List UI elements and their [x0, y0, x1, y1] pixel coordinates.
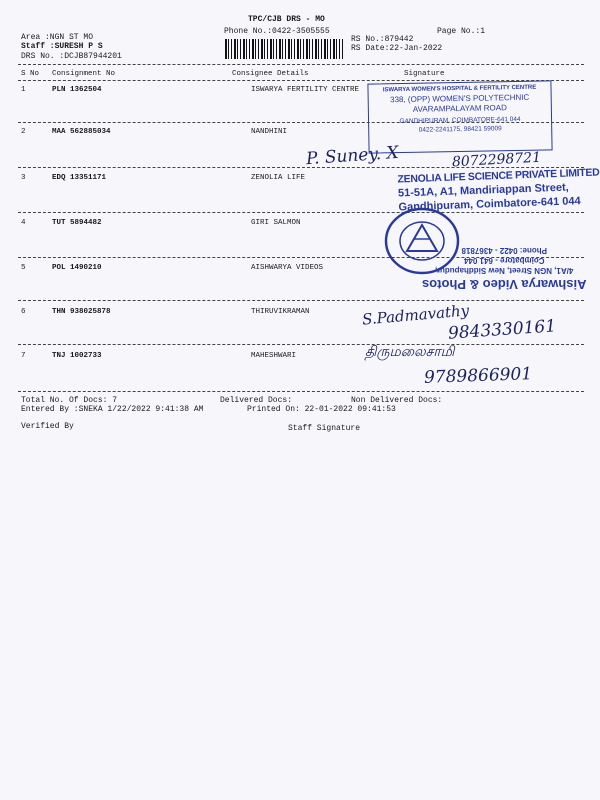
stamp-line: Aishwarya Video & Photos	[422, 277, 587, 292]
verified-by: Verified By	[21, 422, 74, 431]
report-title: TPC/CJB DRS - MO	[248, 15, 325, 24]
row-consignment: MAA 562885034	[52, 128, 111, 136]
stamp-line: 4/A1, NGN Street, New Siddhapudur,	[435, 266, 574, 275]
phone-number: Phone No.:0422-3505555	[224, 27, 330, 36]
row-consignee: NANDHINI	[251, 128, 288, 136]
rs-number: RS No.:879442	[351, 35, 414, 44]
row-sno: 6	[21, 308, 26, 316]
handwritten-signature: P. Suney. X	[305, 142, 400, 170]
col-signature: Signature	[404, 70, 445, 78]
col-consignment: Consignment No	[52, 70, 116, 78]
staff-signature: Staff Signature	[288, 424, 361, 433]
row-sno: 5	[21, 264, 26, 272]
stamp-line: 51-51A, A1, Mandiriappan Street,	[397, 181, 569, 200]
stamp-line: Phone: 0422 - 4367818	[461, 246, 547, 255]
row-consignment: EDQ 13351171	[52, 174, 107, 182]
rs-date: RS Date:22-Jan-2022	[351, 44, 443, 53]
handwritten-signature: S.Padmavathy	[361, 301, 470, 329]
row-sno: 4	[21, 219, 26, 227]
row-consignee: MAHESHWARI	[251, 352, 297, 360]
non-delivered-docs: Non Delivered Docs:	[351, 396, 443, 405]
stamp-line: AVARAMPALAYAM ROAD	[412, 103, 507, 114]
delivered-docs: Delivered Docs:	[220, 396, 293, 405]
handwritten-phone: 9843330161	[447, 316, 557, 344]
row-sno: 3	[21, 174, 26, 182]
stamp-line: 338, (OPP) WOMEN'S POLYTECHNIC	[390, 92, 530, 105]
total-docs: Total No. Of Docs: 7	[21, 396, 118, 405]
row-consignee: AISHWARYA VIDEOS	[251, 264, 324, 272]
row-divider	[18, 391, 584, 392]
staff-name: Staff :SURESH P S	[21, 42, 103, 51]
area: Area :NGN ST MO	[21, 33, 94, 42]
row-consignee: THIRUVIKRAMAN	[251, 308, 310, 316]
row-divider	[18, 212, 584, 213]
drs-number: DRS No. :DCJB87944201	[21, 52, 122, 61]
row-consignment: TNJ 1002733	[52, 352, 102, 360]
row-consignment: PLN 1362504	[52, 86, 102, 94]
row-consignment: POL 1490210	[52, 264, 102, 272]
col-sno: S No	[21, 70, 40, 78]
entered-by: Entered By :SNEKA 1/22/2022 9:41:38 AM	[21, 405, 204, 414]
handwritten-signature: திருமலைசாமி	[365, 344, 455, 360]
row-sno: 1	[21, 86, 26, 94]
row-divider	[18, 344, 584, 345]
stamp-line: ZENOLIA LIFE SCIENCE PRIVATE LIMITED	[397, 166, 600, 186]
row-consignee: ZENOLIA LIFE	[251, 174, 306, 182]
stamp-line: Coimbatore - 641 044	[464, 256, 545, 265]
row-consignment: THN 938025878	[52, 308, 111, 316]
row-consignee: ISWARYA FERTILITY CENTRE	[251, 86, 360, 94]
row-divider	[18, 300, 584, 301]
row-consignee: GIRI SALMON	[251, 219, 301, 227]
row-sno: 2	[21, 128, 26, 136]
row-consignment: TUT 5894482	[52, 219, 102, 227]
page-number: Page No.:1	[437, 27, 486, 36]
stamp-line: Gandhipuram, Coimbatore-641 044	[398, 195, 581, 214]
stamp-line: GANDHIPURAM, COIMBATORE-641 044	[399, 115, 521, 126]
handwritten-phone: 8072298721	[451, 149, 542, 171]
row-sno: 7	[21, 352, 26, 360]
handwritten-phone: 9789866901	[423, 364, 533, 388]
printed-on: Printed On: 22-01-2022 09:41:53	[247, 405, 396, 414]
barcode	[225, 39, 343, 59]
divider	[18, 64, 584, 65]
aishwarya-stamp	[422, 246, 586, 292]
stamp-line: 0422-2241175, 98421 59009	[418, 125, 502, 134]
col-consignee: Consignee Details	[232, 70, 309, 78]
stamp-line: ISWARYA WOMEN'S HOSPITAL & FERTILITY CENTRE	[382, 84, 537, 94]
